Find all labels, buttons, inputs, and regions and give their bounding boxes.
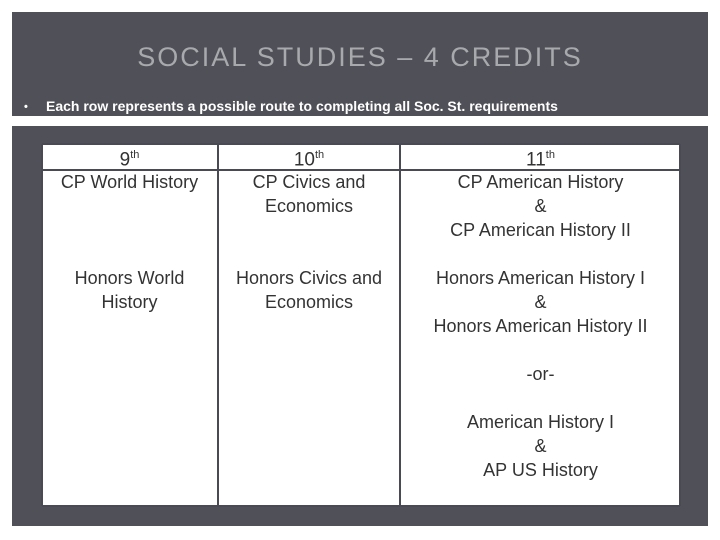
column-11th	[401, 144, 680, 506]
column-9th	[42, 144, 217, 506]
header-11th: 11th	[526, 149, 555, 171]
cell-cp-american-history: CP American History & CP American History II	[450, 172, 631, 240]
table-frame	[12, 126, 708, 526]
cell-cp-world-history: CP World History	[60, 172, 199, 192]
bullet-text: Each row represents a possible route to completing all Soc. St. requirements	[46, 98, 558, 114]
cell-honors-american-history: Honors American History I & Honors American History II	[433, 268, 648, 336]
cell-cp-civics: CP Civics and Economics	[252, 172, 366, 216]
cell-ap-us-history: American History I & AP US History	[466, 412, 615, 480]
header-9th: 9th	[119, 149, 140, 171]
header-10th: 10th	[293, 149, 325, 171]
or-separator: -or-	[526, 364, 555, 384]
slide-header	[12, 12, 708, 116]
requirements-table	[42, 144, 680, 506]
slide-title: SOCIAL STUDIES – 4 CREDITS	[137, 42, 583, 72]
column-10th	[219, 144, 399, 506]
cell-honors-world-history: Honors World History	[74, 268, 185, 312]
bullet-dot-icon: •	[24, 101, 28, 113]
cell-honors-civics: Honors Civics and Economics	[235, 268, 383, 312]
bullet-text-row	[24, 98, 704, 114]
